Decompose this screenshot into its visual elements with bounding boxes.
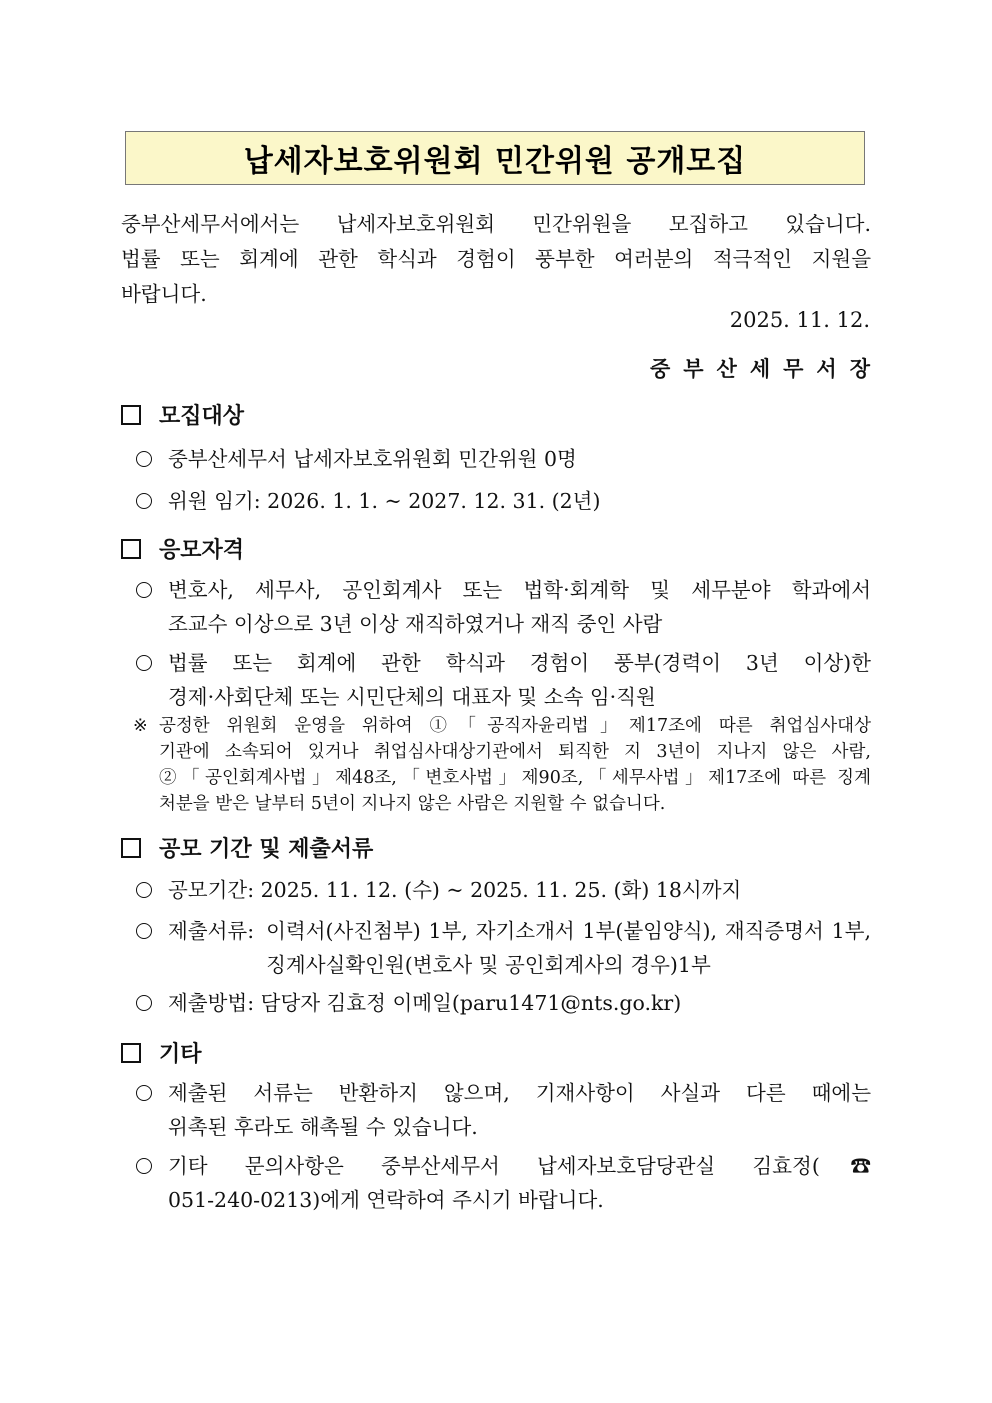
item-text: 공모기간: 2025. 11. 12. (수) ~ 2025. 11. 25. (화) 18시까지 [168,878,742,902]
intro-line: 법률 또는 회계에 관한 학식과 경험이 풍부한 여러분의 적극적인 지원을 [121,247,871,271]
list-item [136,1149,871,1217]
section-heading [121,832,373,863]
title-banner [125,131,865,185]
section-title: 기타 [159,1041,202,1067]
list-item [136,484,871,518]
item-text: 제출된 서류는 반환하지 않으며, 기재사항이 사실과 다른 때에는 [168,1081,871,1105]
item-text: 중부산세무서 납세자보호위원회 민간위원 0명 [168,447,577,471]
intro-line: 중부산세무서에서는 납세자보호위원회 민간위원을 모집하고 있습니다. [121,212,871,236]
list-item [136,442,871,476]
issuing-office: 중부산세무서장 [649,356,883,381]
announcement-date: 2025. 11. 12. [729,308,870,332]
circle-bullet-icon [136,882,152,898]
item-text: 변호사, 세무사, 공인회계사 또는 법학·회계학 및 세무분야 학과에서 [168,578,871,602]
circle-bullet-icon [136,451,152,467]
item-text: 징계사실확인원(변호사 및 공인회계사의 경우)1부 [266,953,711,977]
note-line: 기관에 소속되어 있거나 취업심사대상기관에서 퇴직한 지 3년이 지나지 않은 사람, [159,742,871,762]
square-bullet-icon [121,838,141,858]
note-line: 공정한 위원회 운영을 위하여 ①「공직자윤리법」제17조에 따른 취업심사대상 [159,716,871,736]
item-text: 법률 또는 회계에 관한 학식과 경험이 풍부(경력이 3년 이상)한 [168,651,871,675]
section-etc [121,1037,202,1068]
item-text: 경제·사회단체 또는 시민단체의 대표자 및 소속 임·직원 [168,685,656,709]
circle-bullet-icon [136,995,152,1011]
square-bullet-icon [121,539,141,559]
list-item [136,986,871,1020]
item-text: 제출방법: 담당자 김효정 이메일(paru1471@nts.go.kr) [168,991,682,1015]
circle-bullet-icon [136,1085,152,1101]
item-text: 위원 임기: 2026. 1. 1. ~ 2027. 12. 31. (2년) [168,489,601,513]
intro-paragraph [121,207,871,312]
note-line: 처분을 받은 날부터 5년이 지나지 않은 사람은 지원할 수 없습니다. [159,794,666,814]
intro-line: 바랍니다. [121,282,207,306]
item-text: 위촉된 후라도 해촉될 수 있습니다. [168,1115,478,1139]
item-label: 제출서류: [168,919,255,943]
page-title: 납세자보호위원회 민간위원 공개모집 [243,144,747,179]
list-item [136,1076,871,1144]
square-bullet-icon [121,1043,141,1063]
circle-bullet-icon [136,493,152,509]
list-item [136,573,871,641]
list-item [136,914,871,982]
section-recruit [121,399,244,430]
circle-bullet-icon [136,582,152,598]
section-heading [121,533,244,564]
item-text: 조교수 이상으로 3년 이상 재직하였거나 재직 중인 사람 [168,612,663,636]
note-line: ②「공인회계사법」제48조,「변호사법」제90조,「세무사법」제17조에 따른 징계 [159,768,871,788]
list-item [136,646,871,714]
circle-bullet-icon [136,923,152,939]
section-title: 모집대상 [159,403,245,429]
qualification-note [133,713,871,817]
section-heading [121,399,244,430]
circle-bullet-icon [136,655,152,671]
section-heading [121,1037,202,1068]
section-period [121,832,373,863]
item-text: 051-240-0213)에게 연락하여 주시기 바랍니다. [168,1188,604,1212]
section-title: 응모자격 [159,537,245,563]
list-item [136,873,871,907]
item-text: 이력서(사진첨부) 1부, 자기소개서 1부(붙임양식), 재직증명서 1부, [266,919,871,943]
circle-bullet-icon [136,1158,152,1174]
note-mark: ※ [133,716,148,736]
section-qualification [121,533,244,564]
section-title: 공모 기간 및 제출서류 [159,836,374,862]
item-text: 기타 문의사항은 중부산세무서 납세자보호담당관실 김효정(☎ [168,1154,871,1178]
square-bullet-icon [121,405,141,425]
